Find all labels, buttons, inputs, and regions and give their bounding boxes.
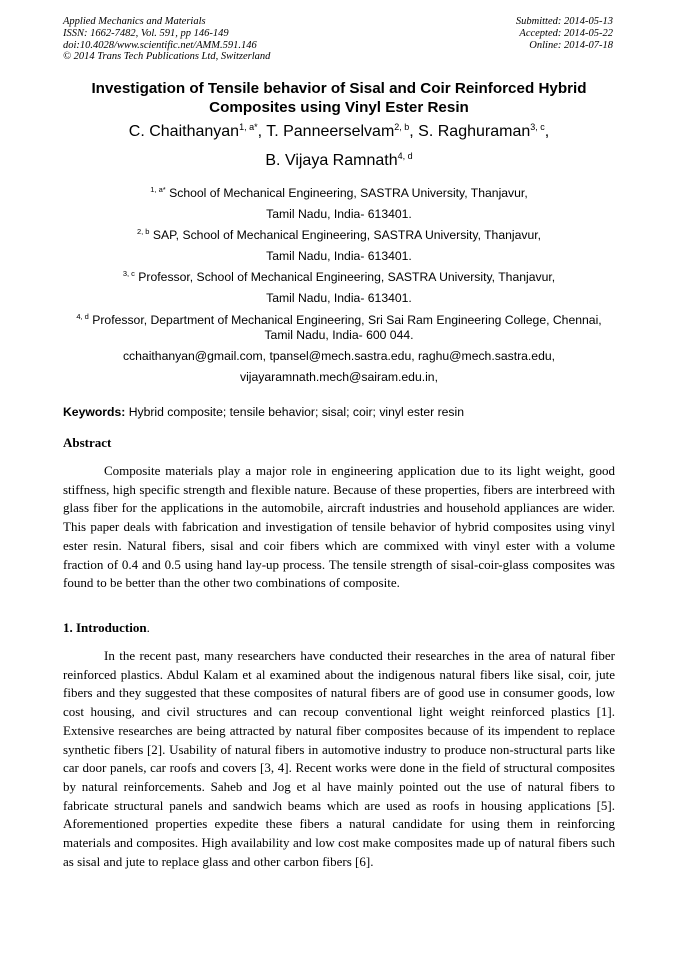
journal-issn: ISSN: 1662-7482, Vol. 591, pp 146-149 xyxy=(63,27,229,39)
publication-dates xyxy=(516,16,613,51)
keywords-text: Hybrid composite; tensile behavior; sisal; coir; vinyl ester resin xyxy=(125,405,464,419)
affiliation-1: $^{1, a*}$ School of Mechanical Engineering, SASTRA University, Thanjavur, xyxy=(150,185,528,200)
abstract-text: Composite materials play a major role in engineering application due to its light weight, good stiffness, high specific strength and flexible nature. Because of these properties, fibers are interbreed with glass fiber for the applications in the automobile, aircraft industries and household appliances are wider. This paper deals with fabrication and investigation of tensile behavior of hybrid composites using vinyl ester resin. Natural fibers, sisal and coir fibers which are commixed with vinyl ester with a volume fraction of 0.4 and 0.5 using hand lay-up process. The tensile strength of sisal-coir-glass composites was found to be better than the other two combinations of composite. xyxy=(63,463,615,591)
journal-info xyxy=(63,16,270,63)
title-line: Investigation of Tensile behavior of Sisal and Coir Reinforced Hybrid xyxy=(91,80,587,97)
author-list: C. Chaithanyan$^{1, a*}$, T. Panneerselvam$^{2, b}$, S. Raghuraman$^{3, c}$, xyxy=(128,122,550,140)
title-line: Composites using Vinyl Ester Resin xyxy=(209,99,469,116)
author-list-line-2 xyxy=(40,152,638,170)
affiliation-2-line-2: Tamil Nadu, India- 613401. xyxy=(266,249,412,263)
author-emails: cchaithanyan@gmail.com, tpansel@mech.sastra.edu, raghu@mech.sastra.edu, xyxy=(122,349,556,363)
keywords xyxy=(63,405,464,419)
author-affiliation-mark: 2, b xyxy=(394,122,410,132)
author-name: S. Raghuraman xyxy=(418,123,531,140)
affiliation-1-line-2: Tamil Nadu, India- 613401. xyxy=(266,207,412,221)
affiliation-3: $^{3, c}$ Professor, School of Mechanical Engineering, SASTRA University, Thanjavur, xyxy=(122,269,556,284)
introduction-heading: 1. Introduction. xyxy=(63,620,150,635)
author-affiliation-mark: 4, d xyxy=(397,151,413,161)
keywords-label: Keywords: xyxy=(63,405,126,419)
journal-copyright: © 2014 Trans Tech Publications Ltd, Switzerland xyxy=(63,51,271,63)
introduction-text: In the recent past, many researchers have conducted their researches in the area of natural fiber reinforced plastics. Abdul Kalam et al examined about the indigenous natural fibers like sisal, coir, jute fibers and they suggested that these composites of natural fibers are of good use in consumer goods, low cost housing, and civil structures and can recoup conventional light weight reinforced plastics [1]. Extensive researches are being attracted by natural fiber composites because of its impendent to replace synthetic fibers [2]. Usability of natural fibers in automotive industry to produce non-structural parts like car door panels, car roofs and covers [3, 4]. Recent works were done in the field of structural composites by natural reinforcements. Saheb and Jog et al have mainly pointed out the use of natural fibers to fabricate structural panels and sandwich beams which are used as roofs in housing applications [5]. Aforementioned properties expedite these fibers a natural candidate for using them in reinforcing materials and composites. High availability and low cost make composites made up of natural fibers such as sisal and jute to replace glass and other carbon fibers [6]. xyxy=(63,648,615,869)
author-name: C. Chaithanyan xyxy=(128,123,240,140)
author-emails-line-2: vijayaramnath.mech@sairam.edu.in, xyxy=(240,370,438,384)
affiliation-4-line-2: Tamil Nadu, India- 600 044. xyxy=(264,328,414,342)
author-affiliation-mark: 3, c xyxy=(530,122,545,132)
accepted-date: Accepted: 2014-05-22 xyxy=(519,27,613,39)
affiliation-3-line-2: Tamil Nadu, India- 613401. xyxy=(266,291,412,305)
author-affiliation-mark: 1, a* xyxy=(239,122,258,132)
paper-title xyxy=(40,79,638,117)
affiliation-2: $^{2, b}$ SAP, School of Mechanical Engineering, SASTRA University, Thanjavur, xyxy=(136,227,542,242)
affiliation-4: $^{4, d}$ Professor, Department of Mechanical Engineering, Sri Sai Ram Engineering College, Chennai, xyxy=(76,312,602,327)
submitted-date: Submitted: 2014-05-13 xyxy=(515,16,613,27)
journal-doi: doi:10.4028/www.scientific.net/AMM.591.146 xyxy=(63,39,257,51)
author-name: B. Vijaya Ramnath xyxy=(265,152,398,169)
abstract-heading: Abstract xyxy=(63,435,112,450)
journal-name: Applied Mechanics and Materials xyxy=(63,16,206,27)
author-name: T. Panneerselvam xyxy=(266,123,395,140)
online-date: Online: 2014-07-18 xyxy=(529,39,613,51)
